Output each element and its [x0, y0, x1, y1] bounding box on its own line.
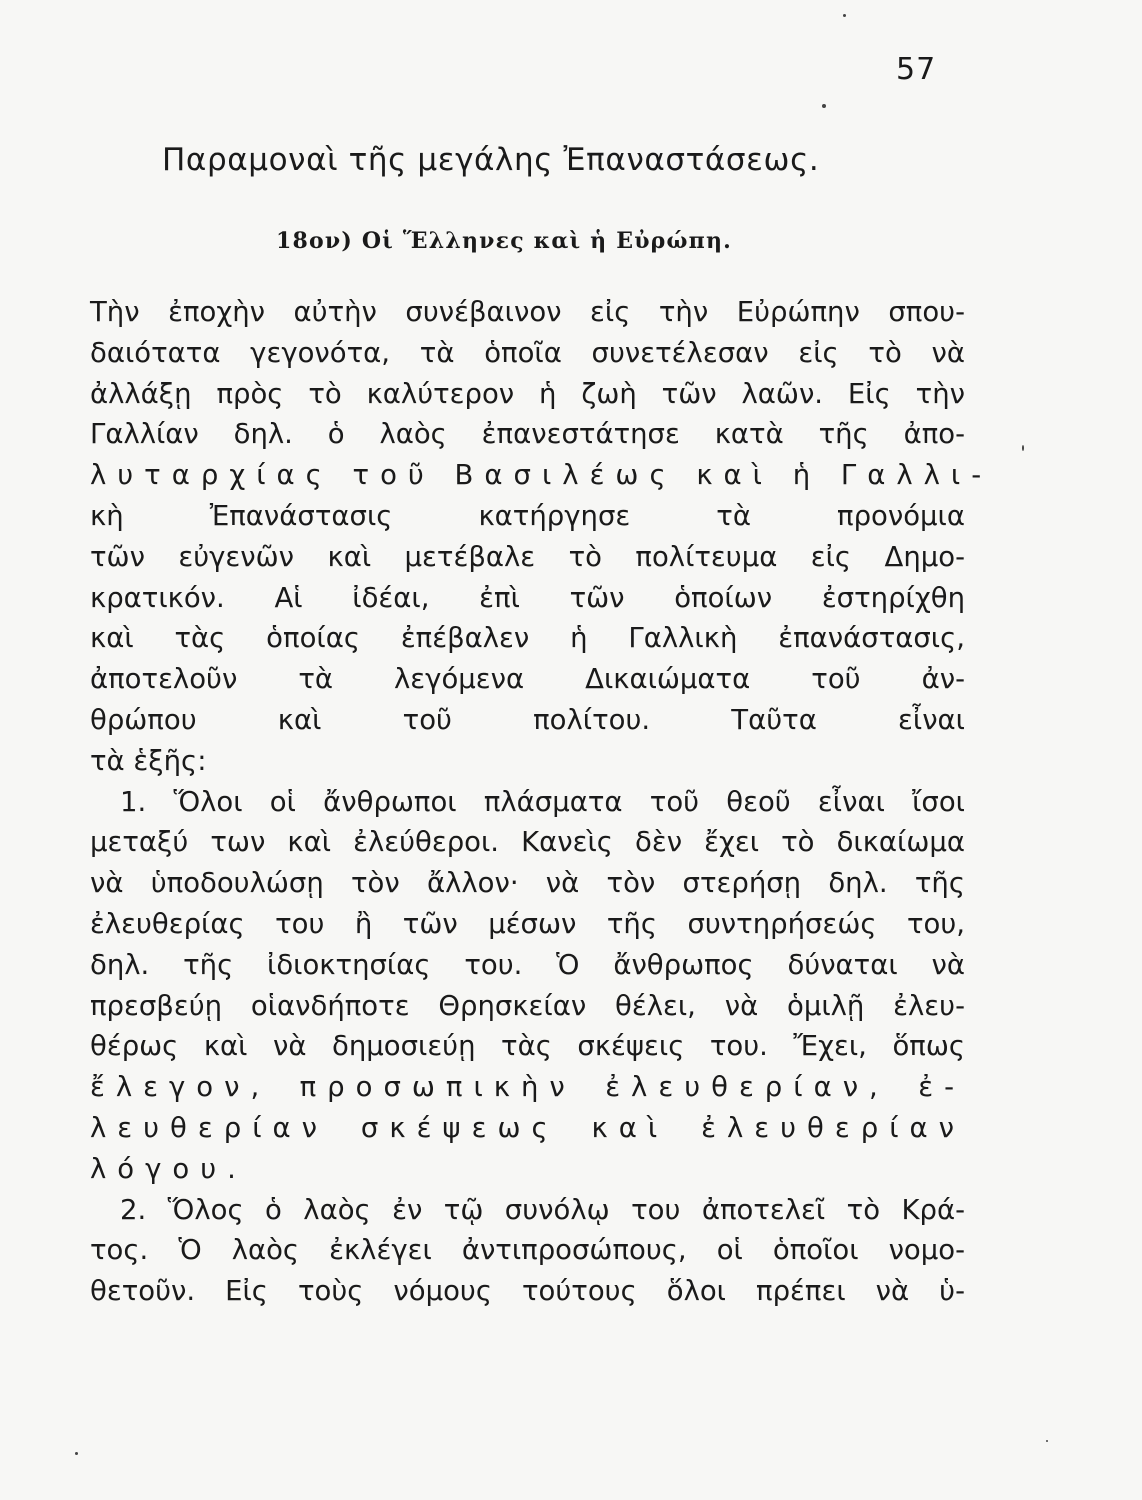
text-line-spaced: λευθερίαν σκέψεως καὶ ἐλευθερίαν	[90, 1111, 965, 1144]
text-line: τῶν εὐγενῶν καὶ μετέβαλε τὸ πολίτευμα εἰς Δημο-	[90, 540, 965, 573]
section-heading: 18ον) Οἱ Ἕλληνες καὶ ἡ Εὐρώπη.	[276, 228, 733, 254]
text-line: δαιότατα γεγονότα, τὰ ὁποῖα συνετέλεσαν εἰς τὸ νὰ	[90, 336, 965, 369]
text-line-spaced: λυταρχίας τοῦ Βασιλέως καὶ ἡ Γαλλι-	[90, 459, 993, 492]
print-speck	[1046, 1440, 1048, 1442]
text-line: θρώπου καὶ τοῦ πολίτου. Ταῦτα εἶναι	[90, 703, 965, 736]
page-number: 57	[896, 52, 937, 87]
text-line: μεταξύ των καὶ ἐλεύθεροι. Κανεὶς δὲν ἔχει τὸ δικαίωμα	[90, 826, 965, 859]
print-speck	[843, 14, 846, 17]
text-line-spaced: ἔλεγον, προσωπικὴν ἐλευθερίαν, ἐ-	[90, 1071, 965, 1104]
text-line: Τὴν ἐποχὴν αὐτὴν συνέβαινον εἰς τὴν Εὐρώπην σπου-	[90, 296, 965, 328]
text-line: Γαλλίαν δηλ. ὁ λαὸς ἐπανεστάτησε κατὰ τῆς ἀπο-	[90, 418, 965, 451]
chapter-title: Παραμοναὶ τῆς μεγάλης Ἐπαναστάσεως.	[162, 142, 820, 178]
text-line-spaced: κὴ Ἐπανάστασις κατήργησε τὰ προνόμια	[90, 499, 965, 532]
print-speck	[822, 104, 826, 108]
text-line-spaced: λόγου.	[90, 1152, 247, 1185]
text-line: θέρως καὶ νὰ δημοσιεύῃ τὰς σκέψεις του. Ἔχει, ὅπως	[90, 1030, 965, 1063]
text-line: κρατικόν. Αἱ ἰδέαι, ἐπὶ τῶν ὁποίων ἐστηρίχθη	[90, 581, 965, 614]
body-text	[90, 292, 993, 1312]
print-speck	[75, 1452, 78, 1455]
text-line: ἀποτελοῦν τὰ λεγόμενα Δικαιώματα τοῦ ἀν-	[90, 663, 965, 696]
numbered-item-1-start: 1. Ὅλοι οἱ ἄνθρωποι πλάσματα τοῦ θεοῦ εἶναι ἴσοι	[120, 785, 965, 818]
numbered-item-2-start: 2. Ὅλος ὁ λαὸς ἐν τῷ συνόλῳ του ἀποτελεῖ τὸ Κρά-	[120, 1193, 965, 1226]
text-line: ἀλλάξῃ πρὸς τὸ καλύτερον ἡ ζωὴ τῶν λαῶν. Εἰς τὴν	[90, 377, 965, 410]
text-line: νὰ ὑποδουλώσῃ τὸν ἄλλον· νὰ τὸν στερήσῃ δηλ. τῆς	[90, 867, 965, 900]
text-line: θετοῦν. Εἰς τοὺς νόμους τούτους ὅλοι πρέπει νὰ ὑ-	[90, 1275, 965, 1308]
print-speck	[1022, 445, 1024, 451]
text-line: πρεσβεύῃ οἱανδήποτε Θρησκείαν θέλει, νὰ ὁμιλῇ ἐλευ-	[90, 989, 965, 1022]
text-line: τὰ ἑξῆς:	[90, 744, 207, 777]
text-line: καὶ τὰς ὁποίας ἐπέβαλεν ἡ Γαλλικὴ ἐπανάστασις,	[90, 622, 965, 655]
text-line: τος. Ὁ λαὸς ἐκλέγει ἀντιπροσώπους, οἱ ὁποῖοι νομο-	[90, 1234, 965, 1267]
text-line: δηλ. τῆς ἰδιοκτησίας του. Ὁ ἄνθρωπος δύναται νὰ	[90, 948, 965, 981]
text-line: ἐλευθερίας του ἢ τῶν μέσων τῆς συντηρήσεώς του,	[90, 907, 965, 940]
